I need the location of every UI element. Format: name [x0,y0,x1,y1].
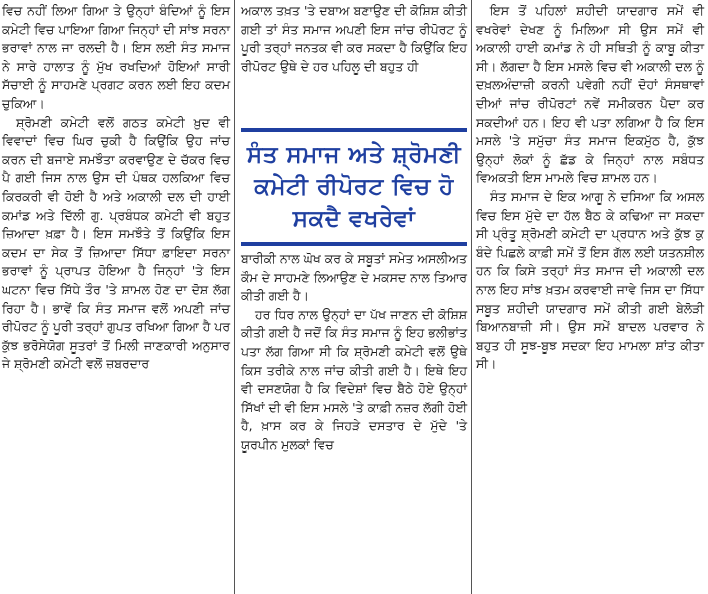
paragraph: ਸੰਤ ਸਮਾਜ ਦੇ ਇਕ ਆਗੂ ਨੇ ਦਸਿਆ ਕਿ ਅਸਲ ਵਿਚ ਇਸ ਮੁੱਦੇ ਦਾ ਹੱਲ ਬੈਠ ਕੇ ਕਢਿਆ ਜਾ ਸਕਦਾ ਸੀ ਪ੍ਰੰਤੂ ਸ਼੍ਰੋਮਣੀ ਕਮੇਟੀ ਦਾ ਪ੍ਰਧਾਨ ਅਤੇ ਕੁੱਝ ਕੁ ਬੰਦੇ ਪਿਛਲੇ ਕਾਫ਼ੀ ਸਮੇਂ ਤੋਂ ਇਸ ਗੱਲ ਲਈ ਯਤਨਸ਼ੀਲ ਹਨ ਕਿ ਕਿਸੇ ਤਰ੍ਹਾਂ ਸੰਤ ਸਮਾਜ ਦੀ ਅਕਾਲੀ ਦਲ ਨਾਲ ਇਹ ਸਾਂਝ ਖ਼ਤਮ ਕਰਵਾਈ ਜਾਵੇ ਜਿਸ ਦਾ ਸਿੱਧਾ ਸਬੂਤ ਸ਼ਹੀਦੀ ਯਾਦਗਾਰ ਸਮੇਂ ਕੀਤੀ ਗਈ ਬੇਲੋੜੀ ਬਿਆਨਬਾਜ਼ੀ ਸੀ। ਉਸ ਸਮੇਂ ਬਾਦਲ ਪਰਵਾਰ ਨੇ ਬਹੁਤ ਹੀ ਸੂਝ-ਬੂਝ ਸਦਕਾ ਇਹ ਮਾਮਲਾ ਸ਼ਾਂਤ ਕੀਤਾ ਸੀ। [476,188,704,372]
headline-line: ਕਮੇਟੀ ਰੀਪੋਰਟ ਵਿਚ ਹੋ [254,174,454,200]
paragraph: ਇਸ ਤੋਂ ਪਹਿਲਾਂ ਸ਼ਹੀਦੀ ਯਾਦਗਾਰ ਸਮੇਂ ਵੀ ਵਖਰੇਵਾਂ ਦੇਖਣ ਨੂੰ ਮਿਲਿਆ ਸੀ ਉਸ ਸਮੇਂ ਵੀ ਅਕਾਲੀ ਹਾਈ ਕਮਾਂਡ ਨੇ ਹੀ ਸਥਿਤੀ ਨੂੰ ਕਾਬੂ ਕੀਤਾ ਸੀ। ਲੱਗਦਾ ਹੈ ਇਸ ਮਸਲੇ ਵਿਚ ਵੀ ਅਕਾਲੀ ਦਲ ਨੂੰ ਦਖ਼ਲਅੰਦਾਜ਼ੀ ਕਰਨੀ ਪਵੇਗੀ ਨਹੀਂ ਦੋਹਾਂ ਸੰਸਥਾਵਾਂ ਦੀਆਂ ਜਾਂਚ ਰੀਪੋਰਟਾਂ ਨਵੇਂ ਸਮੀਕਰਨ ਪੈਦਾ ਕਰ ਸਕਦੀਆਂ ਹਨ। ਇਹ ਵੀ ਪਤਾ ਲਗਿਆ ਹੈ ਕਿ ਇਸ ਮਸਲੇ 'ਤੇ ਸਮੁੱਚਾ ਸੰਤ ਸਮਾਜ ਇਕਮੁੱਠ ਹੈ, ਕੁੱਝ ਉਨ੍ਹਾਂ ਲੋਕਾਂ ਨੂੰ ਛੱਡ ਕੇ ਜਿਨ੍ਹਾਂ ਨਾਲ ਸਬੰਧਤ ਵਿਅਕਤੀ ਇਸ ਮਾਮਲੇ ਵਿਚ ਸ਼ਾਮਲ ਹਨ। [476,3,704,186]
paragraph: ਸ਼੍ਰੋਮਣੀ ਕਮੇਟੀ ਵਲੋਂ ਗਠਤ ਕਮੇਟੀ ਖ਼ੁਦ ਵੀ ਵਿਵਾਦਾਂ ਵਿਚ ਘਿਰ ਚੁਕੀ ਹੈ ਕਿਉਂਕਿ ਉਹ ਜਾਂਚ ਕਰਨ ਦੀ ਬਜਾਏ ਸਮਝੌਤਾ ਕਰਵਾਉਣ ਦੇ ਚੱਕਰ ਵਿਚ ਪੈ ਗਈ ਜਿਸ ਨਾਲ ਉਸ ਦੀ ਪੰਥਕ ਹਲਕਿਆ ਵਿਚ ਕਿਰਕਰੀ ਵੀ ਹੋਈ ਹੈ ਅਤੇ ਅਕਾਲੀ ਦਲ ਦੀ ਹਾਈ ਕਮਾਂਡ ਅਤੇ ਦਿੱਲੀ ਗੁ. ਪ੍ਰਬੰਧਕ ਕਮੇਟੀ ਵੀ ਬਹੁਤ ਜ਼ਿਆਦਾ ਖ਼ਫ਼ਾ ਹੈ। ਇਸ ਸਮਝੌਤੇ ਤੋਂ ਕਿਉਂਕਿ ਇਸ ਕਦਮ ਦਾ ਸੇਕ ਤੋਂ ਜ਼ਿਆਦਾ ਸਿੱਧਾ ਫ਼ਾਇਦਾ ਸਰਨਾ ਭਰਾਵਾਂ ਨੂੰ ਪ੍ਰਾਪਤ ਹੋਇਆ ਹੈ ਜਿਨ੍ਹਾਂ 'ਤੇ ਇਸ ਘਟਨਾ ਵਿਚ ਸਿੱਧੇ ਤੌਰ 'ਤੇ ਸ਼ਾਮਲ ਹੋਣ ਦਾ ਦੋਸ਼ ਲੱਗ ਰਿਹਾ ਹੈ। ਭਾਵੇਂ ਕਿ ਸੰਤ ਸਮਾਜ ਵਲੋਂ ਅਪਣੀ ਜਾਂਚ ਰੀਪੋਰਟ ਨੂੰ ਪੂਰੀ ਤਰ੍ਹਾਂ ਗੁਪਤ ਰਖਿਆ ਗਿਆ ਹੈ ਪਰ ਕੁੱਝ ਭਰੋਸੇਯੋਗ ਸੂਤਰਾਂ ਤੋਂ ਮਿਲੀ ਜਾਣਕਾਰੀ ਅਨੁਸਾਰ ਜੇ ਸ਼੍ਰੋਮਣੀ ਕਮੇਟੀ ਵਲੋਂ ਜ਼ਬਰਦਾਰ [2,114,230,372]
article-column-3 [476,2,704,374]
paragraph: ਬਾਰੀਕੀ ਨਾਲ ਘੋਖ ਕਰ ਕੇ ਸਬੂਤਾਂ ਸਮੇਤ ਅਸਲੀਅਤ ਕੌਮ ਦੇ ਸਾਹਮਣੇ ਲਿਆਉਣ ਦੇ ਮਕਸਦ ਨਾਲ ਤਿਆਰ ਕੀਤੀ ਗਈ ਹੈ। [241,251,467,304]
paragraph: ਹਰ ਧਿਰ ਨਾਲ ਉਨ੍ਹਾਂ ਦਾ ਪੱਖ ਜਾਣਨ ਦੀ ਕੋਸ਼ਿਸ਼ ਕੀਤੀ ਗਈ ਹੈ ਜਦੋਂ ਕਿ ਸੰਤ ਸਮਾਜ ਨੂੰ ਇਹ ਭਲੀਭਾਂਤ ਪਤਾ ਲੱਗ ਗਿਆ ਸੀ ਕਿ ਸ਼੍ਰੋਮਣੀ ਕਮੇਟੀ ਵਲੋਂ ਉਥੇ ਕਿਸ ਤਰੀਕੇ ਨਾਲ ਜਾਂਚ ਕੀਤੀ ਗਈ ਹੈ। ਇਥੇ ਇਹ ਵੀ ਦਸਣਯੋਗ ਹੈ ਕਿ ਵਿਦੇਸ਼ਾਂ ਵਿਚ ਬੈਠੇ ਹੋਏ ਉਨ੍ਹਾਂ ਸਿੱਖਾਂ ਦੀ ਵੀ ਇਸ ਮਸਲੇ 'ਤੇ ਕਾਫ਼ੀ ਨਜ਼ਰ ਲੱਗੀ ਹੋਈ ਹੈ, ਖ਼ਾਸ ਕਰ ਕੇ ਜਿਹੜੇ ਦਸਤਾਰ ਦੇ ਮੁੱਦੇ 'ਤੇ ਯੂਰਪੀਨ ਮੁਲਕਾਂ ਵਿਚ [241,306,467,452]
column-divider [471,0,472,594]
column-divider [234,0,235,594]
article-column-2-top [241,2,467,76]
headline-line: ਸੰਤ ਸਮਾਜ ਅਤੇ ਸ਼੍ਰੋਮਣੀ [246,142,462,168]
paragraph: ਅਕਾਲ ਤਖ਼ਤ 'ਤੇ ਦਬਾਅ ਬਣਾਉਣ ਦੀ ਕੋਸ਼ਿਸ਼ ਕੀਤੀ ਗਈ ਤਾਂ ਸੰਤ ਸਮਾਜ ਅਪਣੀ ਇਸ ਜਾਂਚ ਰੀਪੋਰਟ ਨੂੰ ਪੂਰੀ ਤਰ੍ਹਾਂ ਜਨਤਕ ਵੀ ਕਰ ਸਕਦਾ ਹੈ ਕਿਉਂਕਿ ਇਹ ਰੀਪੋਰਟ ਉਥੇ ਦੇ ਹਰ ਪਹਿਲੂ ਦੀ ਬਹੁਤ ਹੀ [241,3,467,74]
article-column-2-bottom [241,250,467,455]
article-column-1 [2,2,230,374]
paragraph: ਵਿਚ ਨਹੀਂ ਲਿਆ ਗਿਆ ਤੇ ਉਨ੍ਹਾਂ ਬੰਦਿਆਂ ਨੂੰ ਇਸ ਕਮੇਟੀ ਵਿਚ ਪਾਇਆ ਗਿਆ ਜਿਨ੍ਹਾਂ ਦੀ ਸਾਂਝ ਸਰਨਾ ਭਰਾਵਾਂ ਨਾਲ ਜਾ ਰਲਦੀ ਹੈ। ਇਸ ਲਈ ਸੰਤ ਸਮਾਜ ਨੇ ਸਾਰੇ ਹਾਲਾਤ ਨੂੰ ਮੁੱਖ ਰਖਦਿਆਂ ਹੋਇਆਂ ਸਾਰੀ ਸੱਚਾਈ ਨੂੰ ਸਾਹਮਣੇ ਪ੍ਰਗਟ ਕਰਨ ਲਈ ਇਹ ਕਦਮ ਚੁਕਿਆ। [2,3,230,111]
headline-line: ਸਕਦੈ ਵਖਰੇਵਾਂ [292,206,416,232]
headline-box [241,128,467,246]
